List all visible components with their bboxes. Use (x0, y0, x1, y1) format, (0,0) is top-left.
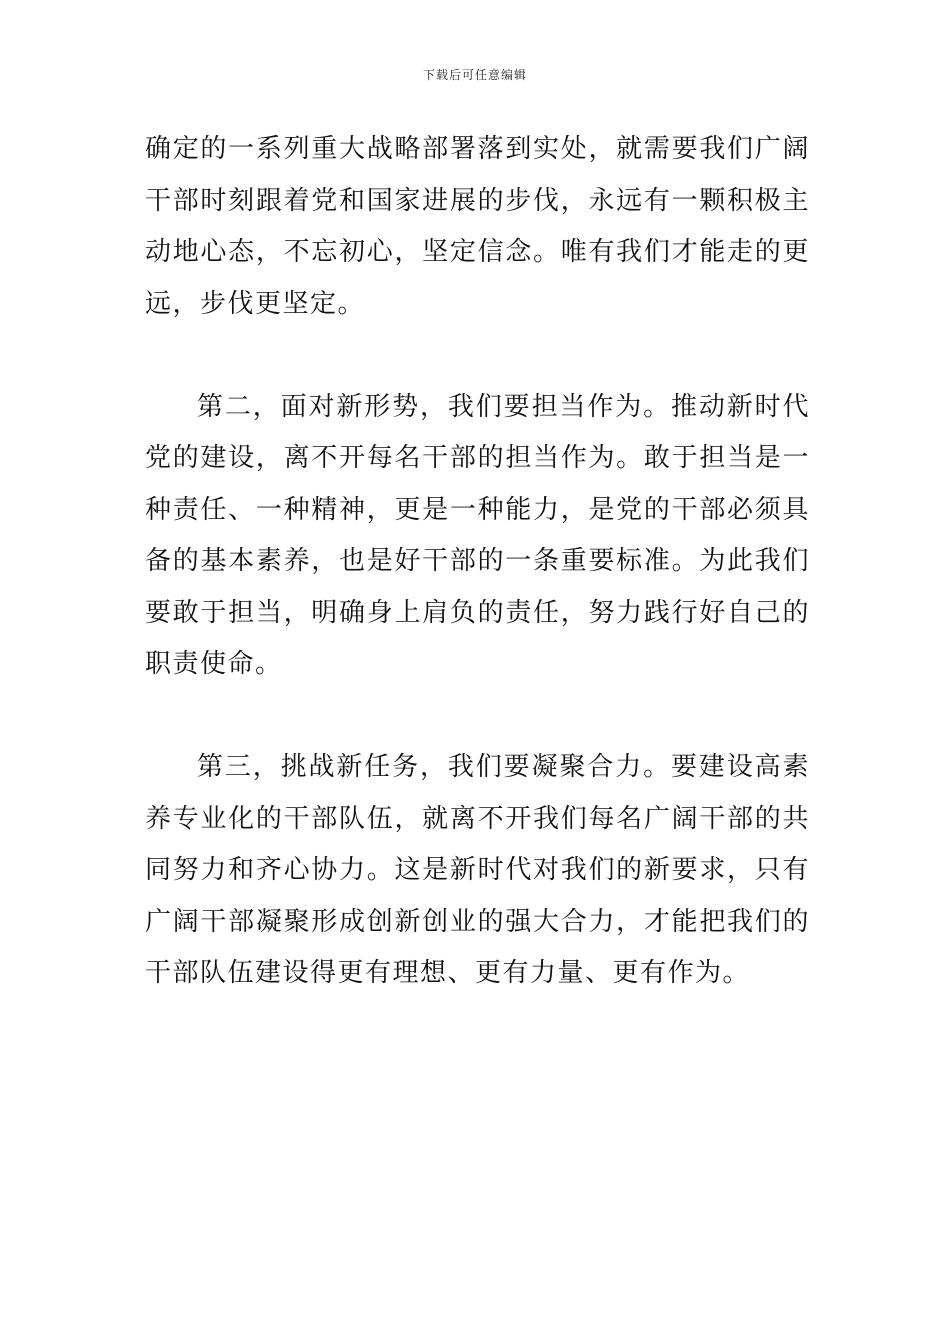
page-header: 下载后可任意编辑 (422, 68, 527, 82)
paragraph-second-point: 第二，面对新形势，我们要担当作为。推动新时代党的建设，离不开每名干部的担当作为。敢于担当是一种责任、一种精神，更是一种能力，是党的干部必须具备的基本素养，也是好干部的一条重要标准。为此我们要敢于担当，明确身上肩负的责任，努力践行好自己的职责使命。 (145, 391, 810, 679)
paragraph-continuation: 确定的一系列重大战略部署落到实处，就需要我们广阔干部时刻跟着党和国家进展的步伐，永远有一颗积极主动地心态，不忘初心，坚定信念。唯有我们才能走的更远，步伐更坚定。 (145, 134, 810, 319)
document-body (145, 124, 810, 1000)
paragraph-third-point: 第三，挑战新任务，我们要凝聚合力。要建设高素养专业化的干部队伍，就离不开我们每名广阔干部的共同努力和齐心协力。这是新时代对我们的新要求，只有广阔干部凝聚形成创新创业的强大合力，才能把我们的干部队伍建设得更有理想、更有力量、更有作为。 (145, 752, 810, 988)
